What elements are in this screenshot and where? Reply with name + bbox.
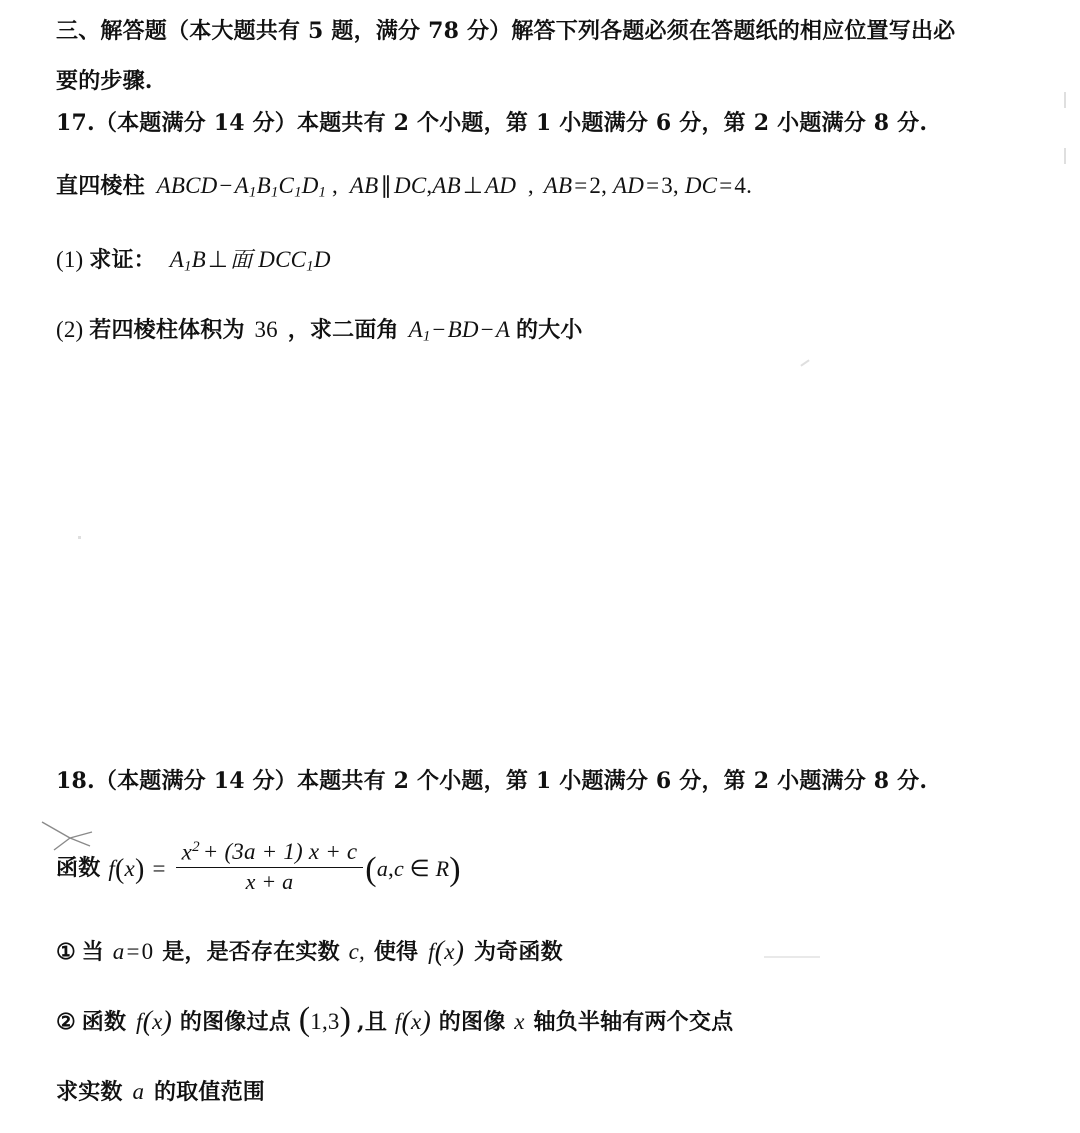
problem-18-part-2-text-a: 函数 xyxy=(81,1009,127,1035)
problem-17-part-2 xyxy=(56,316,583,347)
problem-17-parallel-math: AB∥DC,AB⊥AD xyxy=(349,173,517,198)
problem-18-part-1-math-c: f(x) xyxy=(428,936,465,967)
problem-17-lengths-math: AB=2, AD=3, DC=4. xyxy=(543,173,753,198)
scan-artifact-dot-1 xyxy=(78,536,81,539)
problem-17-part-2-value: 36 xyxy=(254,317,278,342)
problem-18-part-2-text-d: 的图像 xyxy=(438,1009,506,1035)
section-heading-line-1: 三、解答题（本大题共有 5 题，满分 78 分）解答下列各题必须在答题纸的相应位置写出必 xyxy=(56,18,956,44)
problem-18-part-2-math-c: f(x) xyxy=(394,1006,431,1037)
problem-18-part-2-math-b: (1,3) xyxy=(298,1001,352,1038)
problem-18-points-line: 18.（本题满分 14 分）本题共有 2 个小题，第 1 小题满分 6 分，第 2 小题满分 8 分. xyxy=(56,768,928,794)
problem-18-fraction xyxy=(176,838,364,895)
problem-17-part-1-math: $A_1B\perp$面 $DCC_1D$ xyxy=(169,247,331,275)
problem-17-part-2-label-b: ，求二面角 xyxy=(287,317,399,343)
comma-1: , xyxy=(332,173,338,198)
numerator-exponent: 2 xyxy=(192,839,200,855)
problem-17-solid-math: $ABCD-A_1B_1C_1D_1$ xyxy=(156,173,327,201)
problem-17-part-2-tag: (2) xyxy=(56,317,84,342)
problem-18-part-2 xyxy=(56,1001,734,1038)
problem-18-part-2-text-c: ,且 xyxy=(357,1009,388,1035)
problem-18-stem-label: 函数 xyxy=(56,855,101,882)
problem-18-part-3 xyxy=(56,1078,265,1106)
fraction-numerator xyxy=(176,838,364,867)
problem-17-part-1 xyxy=(56,246,331,277)
problem-18-function-name: f xyxy=(108,855,115,881)
comma-2: , xyxy=(521,173,534,198)
problem-18-part-1-tag: ① xyxy=(56,939,76,965)
problem-18-part-1-text-d: 为奇函数 xyxy=(473,939,563,965)
problem-18-part-2-math-a: f(x) xyxy=(136,1006,173,1037)
problem-17-part-2-math: $A_1-BD-A$ xyxy=(408,317,511,345)
section-heading-line-2: 要的步骤. xyxy=(56,68,153,94)
problem-18-domain-note: a,c ∈ R xyxy=(376,855,450,881)
problem-18-part-2-text-b: 的图像过点 xyxy=(179,1009,291,1035)
problem-18-stem: 函数 f ( x ) = $\frac{x^2 + (3a + 1) x + c}{x + a}$ ( a,c ∈ R ) xyxy=(56,839,461,894)
problem-18-part-1 xyxy=(56,938,563,966)
scan-artifact-stroke-2 xyxy=(764,956,820,958)
problem-18-part-3-text-b: 的取值范围 xyxy=(153,1079,265,1105)
fraction-denominator: x + a xyxy=(245,868,294,894)
problem-18-part-1-math-a: a=0 xyxy=(112,939,154,964)
problem-18-part-2-tag: ② xyxy=(56,1009,76,1035)
problem-18-part-1-text-c: 使得 xyxy=(373,939,419,965)
equals-sign: = xyxy=(152,855,166,881)
scan-artifact-stroke-1 xyxy=(800,359,809,366)
problem-18-function-var: x xyxy=(124,855,135,881)
problem-17-stem-label: 直四棱柱 xyxy=(56,173,145,199)
scan-artifact-right-1 xyxy=(1064,92,1066,108)
numerator-x: x xyxy=(181,839,193,865)
numerator-rest: + (3a + 1) x + c xyxy=(202,839,358,865)
problem-18-part-1-math-b: c, xyxy=(348,939,365,964)
problem-18-part-3-text-a: 求实数 xyxy=(56,1079,123,1105)
problem-18-part-1-text-b: 是，是否存在实数 xyxy=(162,939,340,965)
problem-18-part-3-math-a: a xyxy=(132,1079,145,1104)
problem-17-part-1-tag: (1) xyxy=(56,247,84,272)
problem-17-part-2-label-a: 若四棱柱体积为 xyxy=(89,317,245,343)
problem-18-part-1-text-a: 当 xyxy=(81,939,104,965)
problem-17-points-line: 17.（本题满分 14 分）本题共有 2 个小题，第 1 小题满分 6 分，第 2 小题满分 8 分. xyxy=(56,110,928,136)
problem-17-stem xyxy=(56,172,752,203)
scan-artifact-right-2 xyxy=(1064,148,1066,164)
problem-18-part-2-math-d: x xyxy=(514,1009,525,1034)
problem-17-part-2-label-c: 的大小 xyxy=(515,317,583,343)
problem-18-part-2-text-e: 轴负半轴有两个交点 xyxy=(533,1009,734,1035)
problem-17-part-1-label: 求证： xyxy=(89,247,156,273)
